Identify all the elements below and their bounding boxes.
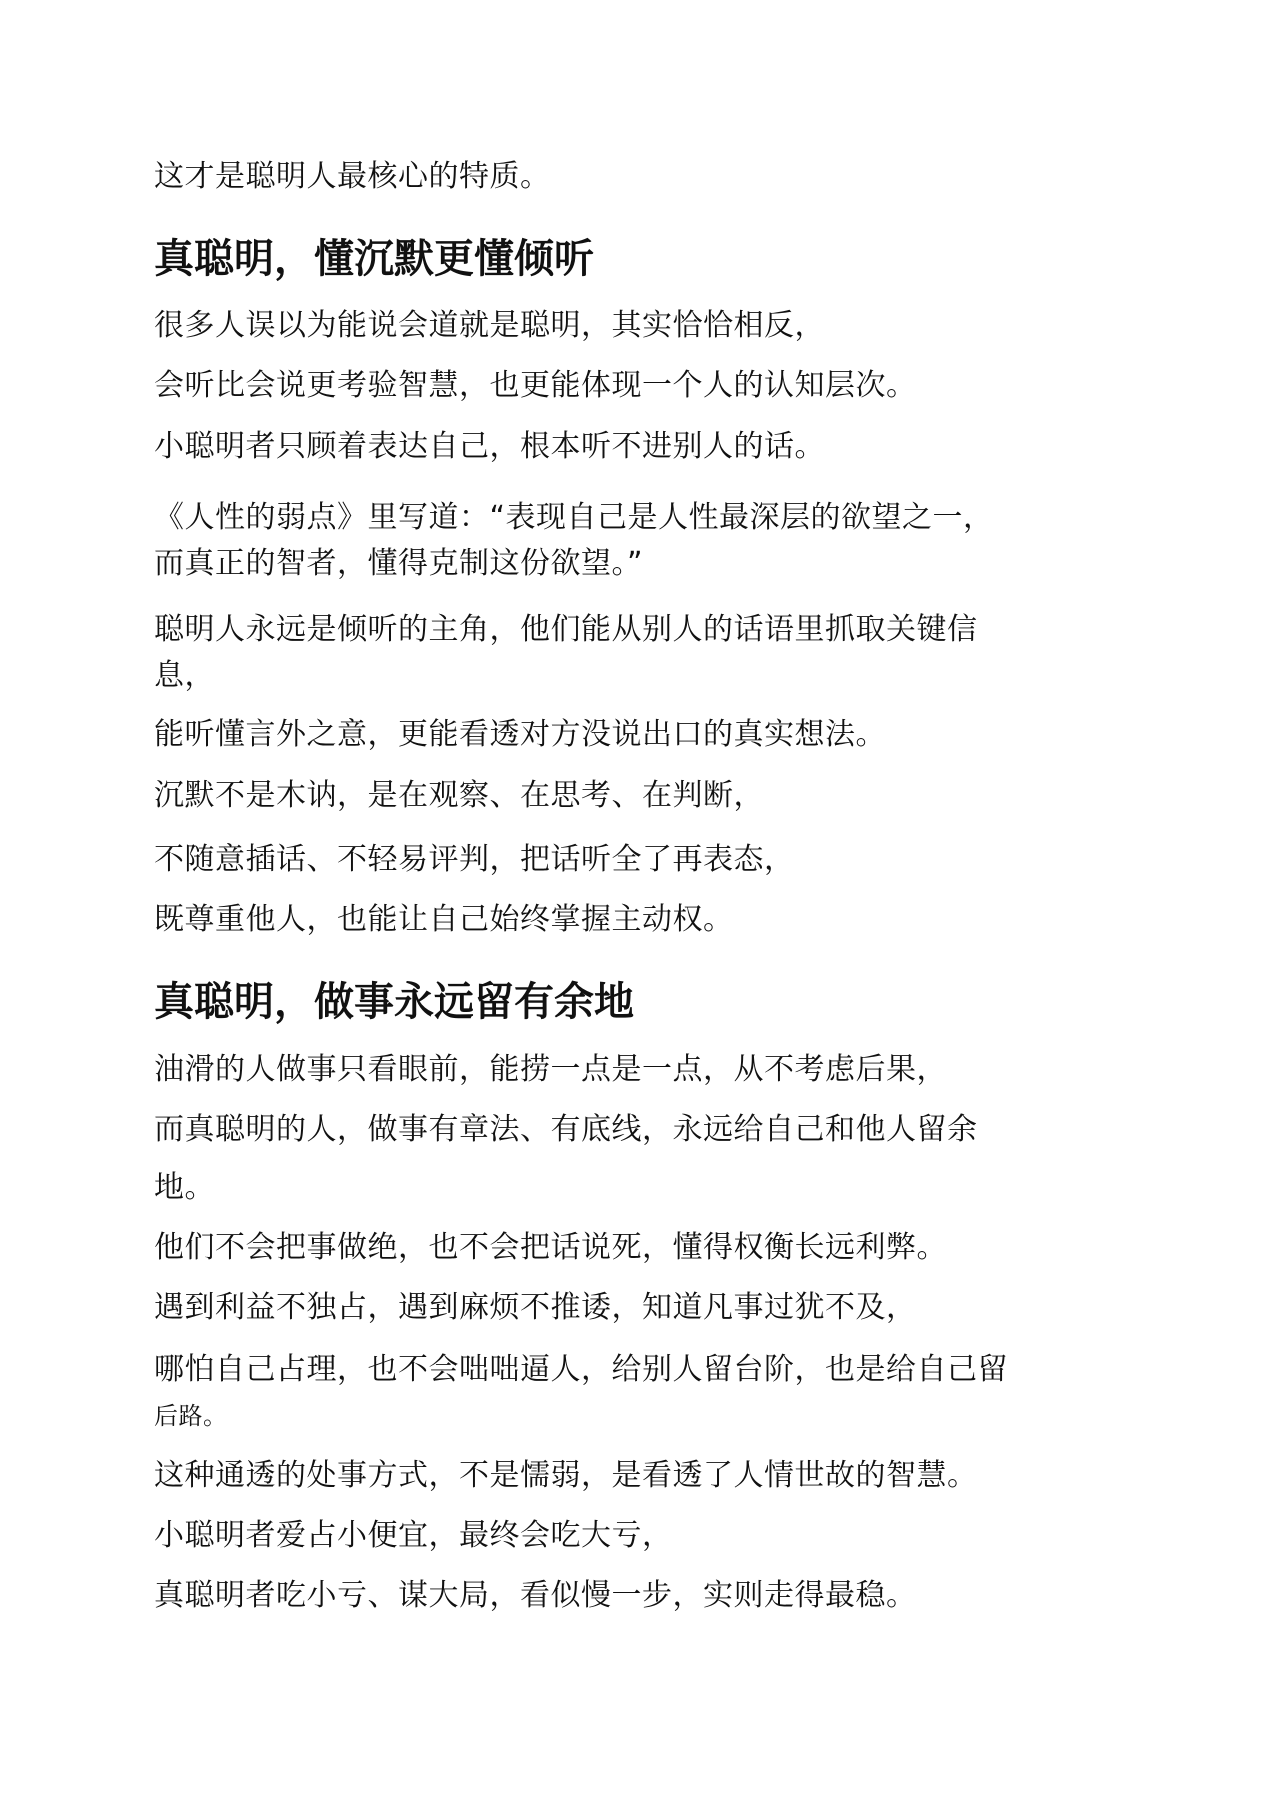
section2-line: 遇到利益不独占，遇到麻烦不推诿，知道凡事过犹不及， [154,1290,917,1325]
section2-line: 地。 [154,1170,215,1205]
section2-line: 而真聪明的人，做事有章法、有底线，永远给自己和他人留余 [154,1112,978,1147]
section1-line: 会听比会说更考验智慧，也更能体现一个人的认知层次。 [154,368,917,403]
section1-heading: 真聪明，懂沉默更懂倾听 [154,236,594,282]
section1-line: 小聪明者只顾着表达自己，根本听不进别人的话。 [154,429,825,464]
section2-line: 小聪明者爱占小便宜，最终会吃大亏， [154,1518,673,1553]
section1-line: 很多人误以为能说会道就是聪明，其实恰恰相反， [154,308,825,343]
section1-line: 既尊重他人，也能让自己始终掌握主动权。 [154,902,734,937]
section2-line: 后路。 [154,1402,228,1430]
section2-heading: 真聪明，做事永远留有余地 [154,979,634,1025]
section1-line: 不随意插话、不轻易评判，把话听全了再表态， [154,842,795,877]
section2-line: 油滑的人做事只看眼前，能捞一点是一点，从不考虑后果， [154,1052,947,1087]
section1-line: 聪明人永远是倾听的主角，他们能从别人的话语里抓取关键信 [154,612,978,647]
intro-paragraph: 这才是聪明人最核心的特质。 [154,159,551,194]
section2-line: 他们不会把事做绝，也不会把话说死，懂得权衡长远利弊。 [154,1230,947,1265]
section2-line: 真聪明者吃小亏、谋大局，看似慢一步，实则走得最稳。 [154,1578,917,1613]
section2-line: 哪怕自己占理，也不会咄咄逼人，给别人留台阶，也是给自己留 [154,1352,1008,1387]
section1-line: 息， [154,658,215,693]
section1-line: 能听懂言外之意，更能看透对方没说出口的真实想法。 [154,717,886,752]
section2-line: 这种通透的处事方式，不是懦弱，是看透了人情世故的智慧。 [154,1458,978,1493]
section1-line: 而真正的智者，懂得克制这份欲望。” [154,546,644,581]
section1-line: 沉默不是木讷，是在观察、在思考、在判断， [154,778,764,813]
section1-line: 《人性的弱点》里写道：“表现自己是人性最深层的欲望之一， [154,500,994,535]
